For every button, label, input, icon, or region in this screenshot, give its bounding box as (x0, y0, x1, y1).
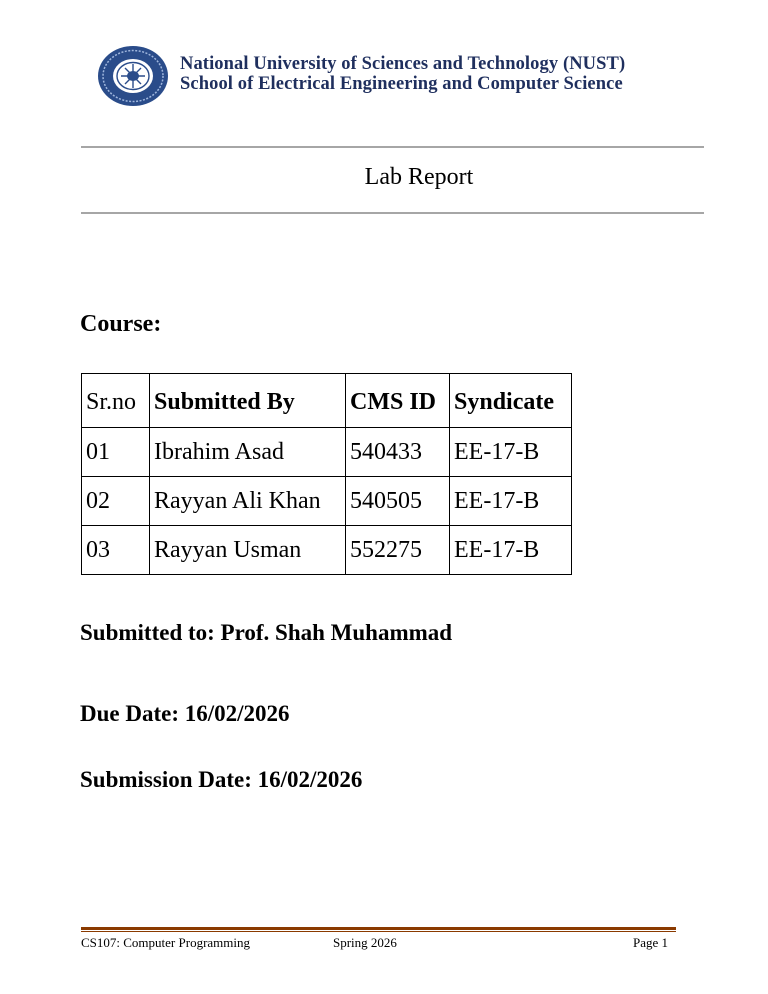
table-row (82, 428, 572, 477)
cell-name: Ibrahim Asad (150, 428, 346, 477)
submission-date: Submission Date: 16/02/2026 (80, 767, 363, 792)
members-table (81, 373, 572, 575)
header-submitted-by: Submitted By (150, 374, 346, 428)
title-bottom-rule (81, 212, 704, 214)
cell-cms-id: 540433 (346, 428, 450, 477)
header-syndicate: Syndicate (450, 374, 572, 428)
table-row (82, 526, 572, 575)
school-name: School of Electrical Engineering and Computer Science (180, 74, 623, 94)
cell-syndicate: EE-17-B (450, 428, 572, 477)
cell-cms-id: 552275 (346, 526, 450, 575)
footer-page-number: Page 1 (633, 935, 669, 950)
table-header-row (82, 374, 572, 428)
cell-srno: 01 (82, 428, 150, 477)
header-cms-id: CMS ID (346, 374, 450, 428)
title-top-rule (81, 146, 704, 148)
course-label: Course: (80, 311, 162, 337)
cell-name: Rayyan Usman (150, 526, 346, 575)
cell-syndicate: EE-17-B (450, 526, 572, 575)
cell-srno: 03 (82, 526, 150, 575)
cell-srno: 02 (82, 477, 150, 526)
footer-rule-thin (81, 931, 676, 932)
cell-name: Rayyan Ali Khan (150, 477, 346, 526)
report-title: Lab Report (364, 164, 474, 190)
footer-term: Spring 2026 (333, 935, 397, 950)
due-date: Due Date: 16/02/2026 (80, 701, 290, 726)
header-srno: Sr.no (82, 374, 150, 428)
footer-course: CS107: Computer Programming (81, 935, 250, 950)
cell-cms-id: 540505 (346, 477, 450, 526)
table-row (82, 477, 572, 526)
cell-syndicate: EE-17-B (450, 477, 572, 526)
footer-rule (81, 927, 676, 930)
submitted-to: Submitted to: Prof. Shah Muhammad (80, 620, 453, 645)
university-logo (97, 45, 169, 107)
university-name: National University of Sciences and Technology (NUST) (180, 54, 626, 74)
